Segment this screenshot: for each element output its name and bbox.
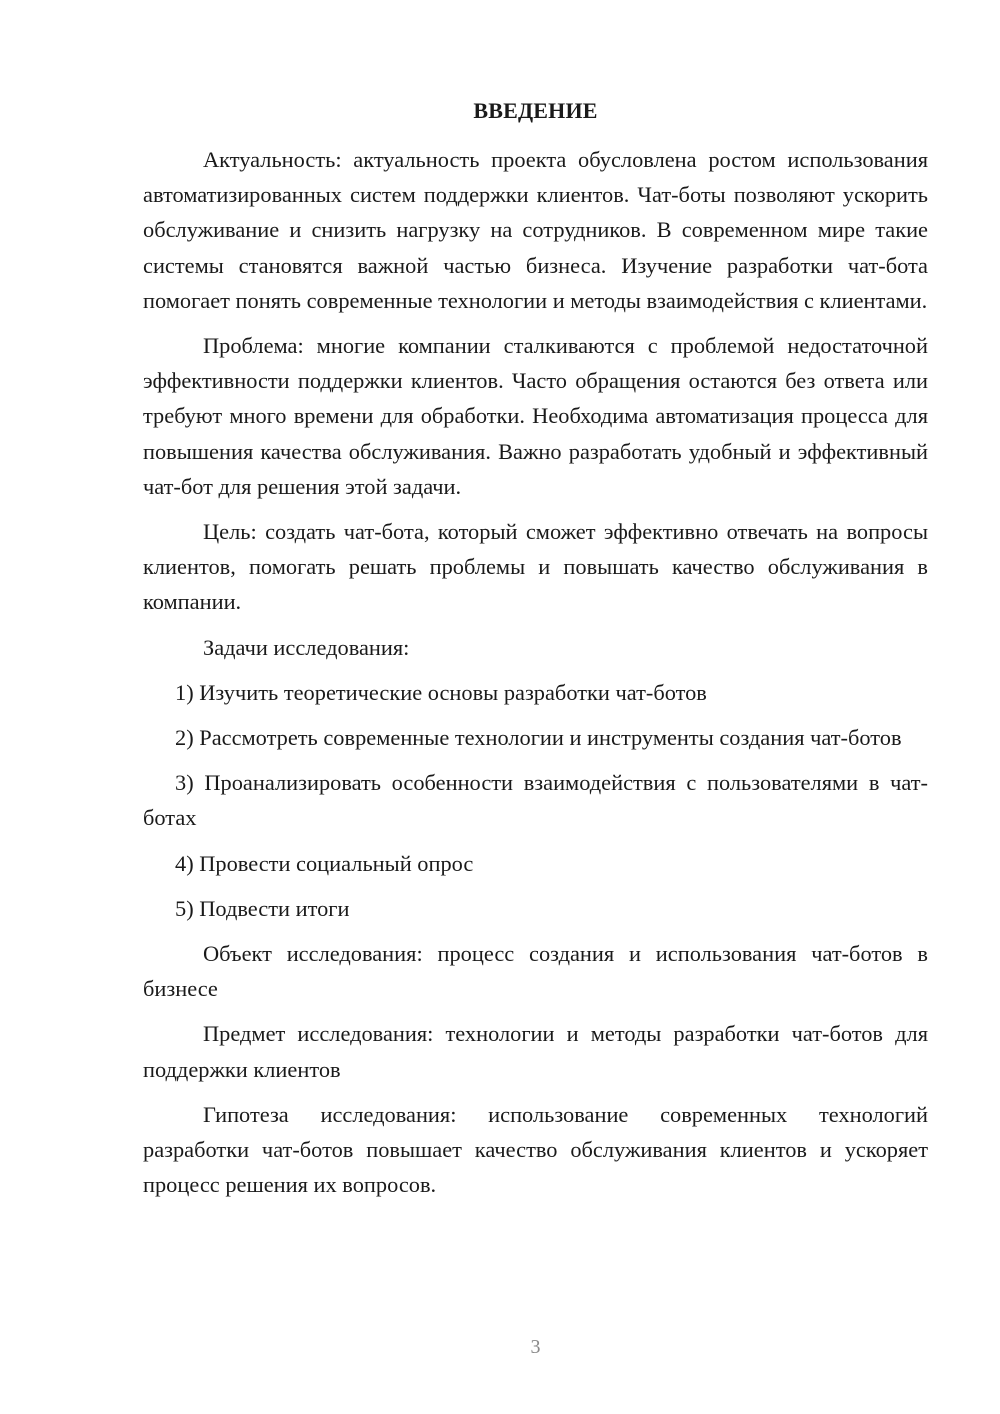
paragraph-subject: Предмет исследования: технологии и методы разработки чат-ботов для поддержки клиентов xyxy=(143,1021,928,1082)
paragraph-hypothesis: Гипотеза исследования: использование современных технологий разработки чат-ботов повышает качество обслуживания клиентов и ускоряет процесс решения их вопросов. xyxy=(143,1101,928,1198)
page-number: 3 xyxy=(530,1336,541,1358)
document-body xyxy=(143,142,928,1202)
paragraph-problem: Проблема: многие компании сталкиваются с проблемой недостаточной эффективности поддержки клиентов. Часто обращения остаются без ответа или требуют много времени для обработки. Необходима автоматизация процесса для повышения качества обслуживания. Важно разработать удобный и эффективный чат-бот для решения этой задачи. xyxy=(143,333,928,499)
task-item: 3) Проанализировать особенности взаимодействия с пользователями в чат-ботах xyxy=(143,770,928,831)
paragraph-relevance: Актуальность: актуальность проекта обусловлена ростом использования автоматизированных систем поддержки клиентов. Чат-боты позволяют ускорить обслуживание и снизить нагрузку на сотрудников. В современном мире такие системы становятся важной частью бизнеса. Изучение разработки чат-бота помогает понять современные технологии и методы взаимодействия с клиентами. xyxy=(143,147,928,313)
task-item: 2) Рассмотреть современные технологии и инструменты создания чат-ботов xyxy=(175,725,902,751)
document-page xyxy=(143,0,928,1414)
paragraph-goal: Цель: создать чат-бота, который сможет эффективно отвечать на вопросы клиентов, помогать решать проблемы и повышать качество обслуживания в компании. xyxy=(143,519,928,615)
task-item: 4) Провести социальный опрос xyxy=(175,850,474,876)
task-item: 5) Подвести итоги xyxy=(175,895,350,921)
paragraph-object: Объект исследования: процесс создания и использования чат-ботов в бизнесе xyxy=(143,941,928,1002)
tasks-heading: Задачи исследования: xyxy=(203,634,410,660)
section-title: ВВЕДЕНИЕ xyxy=(473,98,598,123)
task-item: 1) Изучить теоретические основы разработки чат-ботов xyxy=(175,679,707,705)
